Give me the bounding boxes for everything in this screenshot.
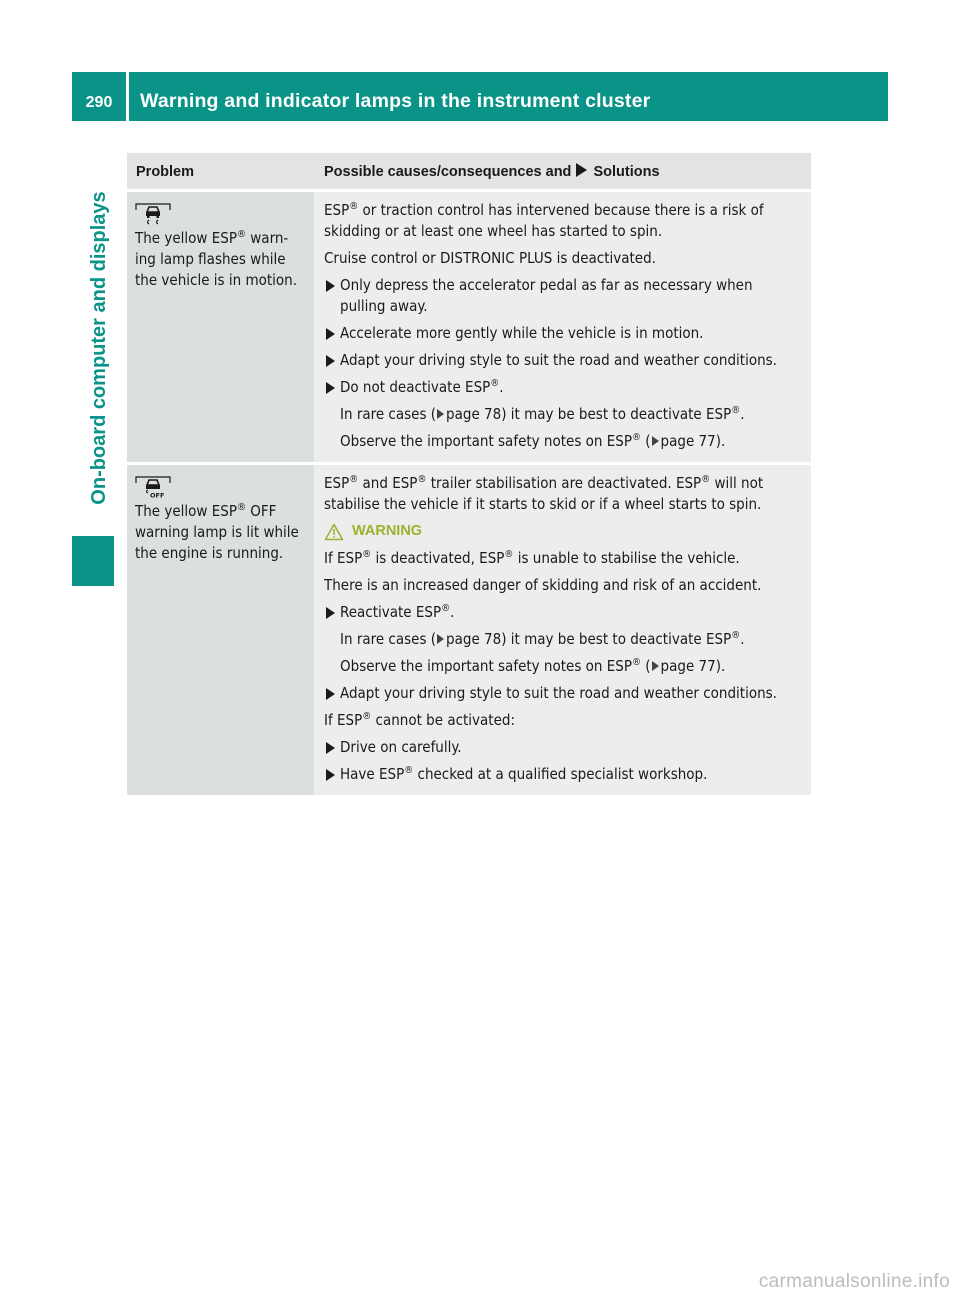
solution-step: Drive on carefully. [324,737,811,758]
problem-text: warn- [245,229,289,247]
warning-sentence: is unable to stabilise the vehicle. [513,549,740,567]
solution-cell [314,465,811,795]
step-text: Reactivate ESP [340,603,442,621]
registered-mark: ® [504,549,514,560]
note-text: Observe the important safety notes on ESP [340,432,632,450]
column-header-solutions-label: Solutions [593,164,660,180]
problem-text: OFF [245,502,277,520]
table-header [127,153,811,189]
cause-text: trailer stabilisation are deactivated. ESP [426,474,702,492]
registered-mark: ® [701,474,711,485]
step-text: Have ESP [340,765,405,783]
page-reference-icon [652,661,659,671]
consequence-paragraph: Cruise control or DISTRONIC PLUS is deactivated. [324,249,656,267]
condition-text: cannot be activated: [371,711,516,729]
note-safety [324,431,811,452]
svg-text:OFF: OFF [150,491,165,498]
solution-step [324,764,811,785]
registered-mark: ® [731,630,741,641]
cause-text: or traction control has intervened because there is a risk of [358,201,764,219]
esp-warning-lamp-icon [135,203,171,225]
solution-step: Adapt your driving style to suit the road and weather conditions. [324,350,811,371]
registered-mark: ® [404,765,414,776]
footer-watermark-url: carmanualsonline.info [758,1271,950,1292]
page-reference-link[interactable]: page 78) it may be best to deactivate ESP [446,630,732,648]
note-text: . [740,405,745,423]
note-safety [324,656,811,677]
section-side-tab [84,153,114,543]
problem-cell [127,192,314,462]
esp-text: ESP [324,474,350,492]
note-text: Observe the important safety notes on ESP [340,657,632,675]
note-text: In rare cases ( [340,405,437,423]
page-reference-icon [437,634,444,644]
column-header-causes: Possible causes/consequences and [324,164,572,180]
solution-step: Adapt your driving style to suit the road and weather conditions. [324,683,811,704]
registered-mark: ® [631,432,641,443]
page-reference-link[interactable]: page 77). [660,657,726,675]
warning-text: There is an increased danger of skidding and risk of an accident. [324,576,762,594]
registered-mark: ® [362,711,372,722]
registered-mark: ® [441,603,451,614]
step-text: . [450,603,455,621]
solution-step: Accelerate more gently while the vehicle is in motion. [324,323,811,344]
cause-text: skidding or at least one wheel has started to spin. [324,222,663,240]
problem-text: the engine is running. [135,544,284,562]
registered-mark: ® [731,405,741,416]
page-reference-link[interactable]: page 77). [660,432,726,450]
step-text: Do not deactivate ESP [340,378,491,396]
note-text: ( [640,432,651,450]
warning-lamp-table [127,153,811,795]
column-header-solutions [314,153,660,189]
solution-step [324,602,811,623]
registered-mark: ® [417,474,427,485]
note-rare-cases [324,404,811,425]
registered-mark: ® [349,474,359,485]
problem-text: The yellow ESP [135,502,237,520]
warning-triangle-icon [324,523,344,541]
page-reference-link[interactable]: page 78) it may be best to deactivate ESP [446,405,732,423]
solution-cell [314,192,811,462]
step-text: Only depress the accelerator pedal as far as necessary when [340,276,753,294]
problem-text: ing lamp flashes while [135,250,286,268]
table-row [127,192,811,462]
section-marker [72,536,114,586]
warning-sentence: is deactivated, ESP [371,549,505,567]
problem-cell [127,465,314,795]
cause-paragraph [324,200,811,242]
note-text: . [740,630,745,648]
cause-text: and ESP [358,474,418,492]
note-rare-cases [324,629,811,650]
step-text: . [499,378,504,396]
problem-text: warning lamp is lit while [135,523,299,541]
problem-text: the vehicle is in motion. [135,271,297,289]
warning-heading [324,521,811,542]
condition-text: If ESP [324,711,363,729]
table-row [127,465,811,795]
cause-text: stabilise the vehicle if it starts to skid or if a wheel starts to spin. [324,495,762,513]
column-header-problem: Problem [136,164,195,180]
page-title: Warning and indicator lamps in the instrument cluster [140,90,651,112]
warning-sentence: If ESP [324,549,363,567]
registered-mark: ® [362,549,372,560]
problem-text: The yellow ESP [135,229,237,247]
cause-paragraph [324,473,811,515]
step-text: pulling away. [340,297,428,315]
note-text: ( [640,657,651,675]
section-side-tab-label: On-board computer and displays [88,191,110,505]
solution-step [324,377,811,398]
esp-off-warning-lamp-icon [135,476,171,498]
page-reference-icon [437,409,444,419]
registered-mark: ® [236,229,246,240]
registered-mark: ® [236,502,246,513]
page-header [72,72,888,121]
warning-text [324,548,811,569]
registered-mark: ® [631,657,641,668]
header-divider [126,72,129,121]
cause-text: will not [710,474,764,492]
step-text: checked at a qualified specialist workshop. [413,765,708,783]
registered-mark: ® [349,201,359,212]
solution-step [324,275,811,317]
condition-paragraph [324,710,811,731]
page-reference-icon [652,436,659,446]
warning-label: WARNING [352,523,423,539]
play-arrow-icon [576,163,587,177]
esp-text: ESP [324,201,350,219]
page-number: 290 [85,94,113,111]
registered-mark: ® [490,378,500,389]
note-text: In rare cases ( [340,630,437,648]
